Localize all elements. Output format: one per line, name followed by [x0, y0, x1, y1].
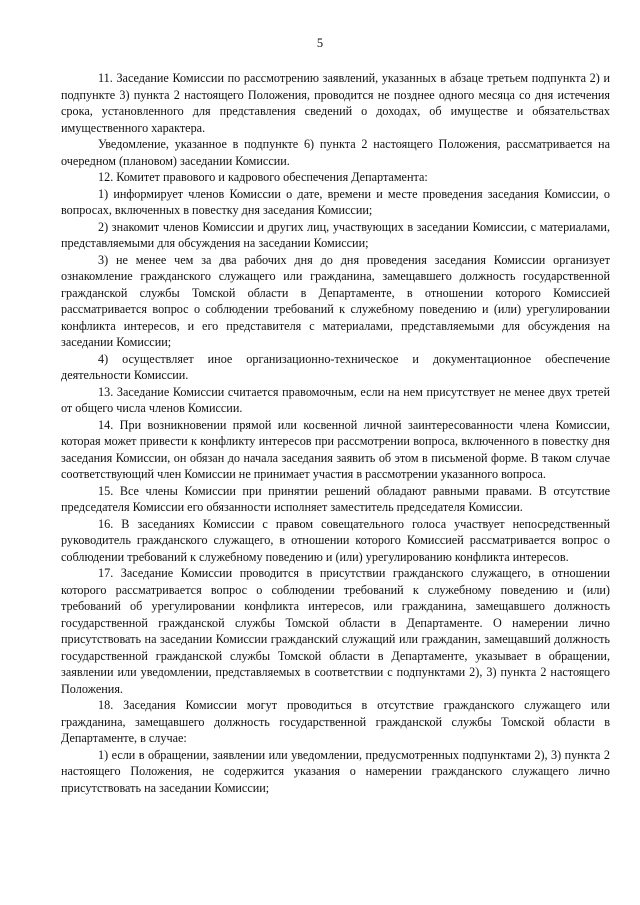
paragraph-15: 15. Все члены Комиссии при принятии решений обладают равными правами. В отсутствие председателя Комиссии его обязанности исполняет заместитель председателя Комиссии.	[61, 483, 610, 514]
paragraph-18-1: 1) если в обращении, заявлении или уведомлении, предусмотренных подпунктами 2), 3) пункта 2 настоящего Положения, не содержится указания о намерении гражданского служащего лично присутствовать на заседании Комиссии;	[61, 747, 610, 795]
paragraph-14: 14. При возникновении прямой или косвенной личной заинтересованности члена Комиссии, которая может привести к конфликту интересов при рассмотрении вопроса, включенного в повестку дня заседания Комиссии, он обязан до начала заседания заявить об этом в письменой форме. В таком случае соответствующий член Комиссии не принимает участия в рассмотрении указанного вопроса.	[61, 417, 610, 481]
paragraph-12-1: 1) информирует членов Комиссии о дате, времени и месте проведения заседания Комиссии, о вопросах, включенных в повестку дня заседания Комиссии;	[61, 186, 610, 217]
paragraph-12: 12. Комитет правового и кадрового обеспечения Департамента:	[98, 170, 428, 184]
page-number: 5	[316, 36, 324, 50]
paragraph-11: 11. Заседание Комиссии по рассмотрению заявлений, указанных в абзаце третьем подпункта 2) и подпункте 3) пункта 2 настоящего Положения, проводится не позднее одного месяца со дня истечения срока, установленного для представления сведений о доходах, об имуществе и обязательствах имущественного характера.	[61, 71, 610, 135]
paragraph-notification: Уведомление, указанное в подпункте 6) пункта 2 настоящего Положения, рассматривается на очередном (плановом) заседании Комиссии.	[61, 137, 610, 168]
paragraph-12-4: 4) осуществляет иное организационно-техническое и документационное обеспечение деятельности Комиссии.	[61, 351, 610, 382]
paragraph-16: 16. В заседаниях Комиссии с правом совещательного голоса участвует непосредственный руководитель гражданского служащего, в отношении которого Комиссией рассматривается вопрос о соблюдении требований к служебному поведению и (или) урегулированию конфликта интересов.	[61, 516, 610, 564]
paragraph-12-2: 2) знакомит членов Комиссии и других лиц, участвующих в заседании Комиссии, с материалами, представляемыми для обсуждения на заседании Комиссии;	[61, 219, 610, 250]
document-body	[61, 70, 610, 796]
paragraph-13: 13. Заседание Комиссии считается правомочным, если на нем присутствует не менее двух третей от общего числа членов Комиссии.	[61, 384, 610, 415]
paragraph-12-3: 3) не менее чем за два рабочих дня до дня проведения заседания Комиссии организует ознакомление гражданского служащего или гражданина, замещавшего должность государственной гражданской службы Томской области в Департаменте, в отношении которого Комиссией рассматривается вопрос о соблюдении требований к служебному поведению и (или) урегулировании конфликта интересов, и его представителя с материалами, представляемыми для обсуждения на заседании Комиссии;	[61, 252, 610, 349]
paragraph-18: 18. Заседания Комиссии могут проводиться в отсутствие гражданского служащего или гражданина, замещавшего должность государственной гражданской службы Томской области в Департаменте, в случае:	[61, 698, 610, 745]
paragraph-17: 17. Заседание Комиссии проводится в присутствии гражданского служащего, в отношении которого рассматривается вопрос о соблюдении требований к служебному поведению и (или) требований об урегулировании конфликта интересов, или гражданина, замещавшего должность государственной гражданской службы Томской области в Департаменте. О намерении лично присутствовать на заседании Комиссии гражданский служащий или гражданин, замещавший должность государственной гражданской службы Томской области в Департаменте, указывает в обращении, заявлении или уведомлении, представляемых в соответствии с подпунктами 2), 3) пункта 2 настоящего Положения.	[61, 566, 610, 696]
